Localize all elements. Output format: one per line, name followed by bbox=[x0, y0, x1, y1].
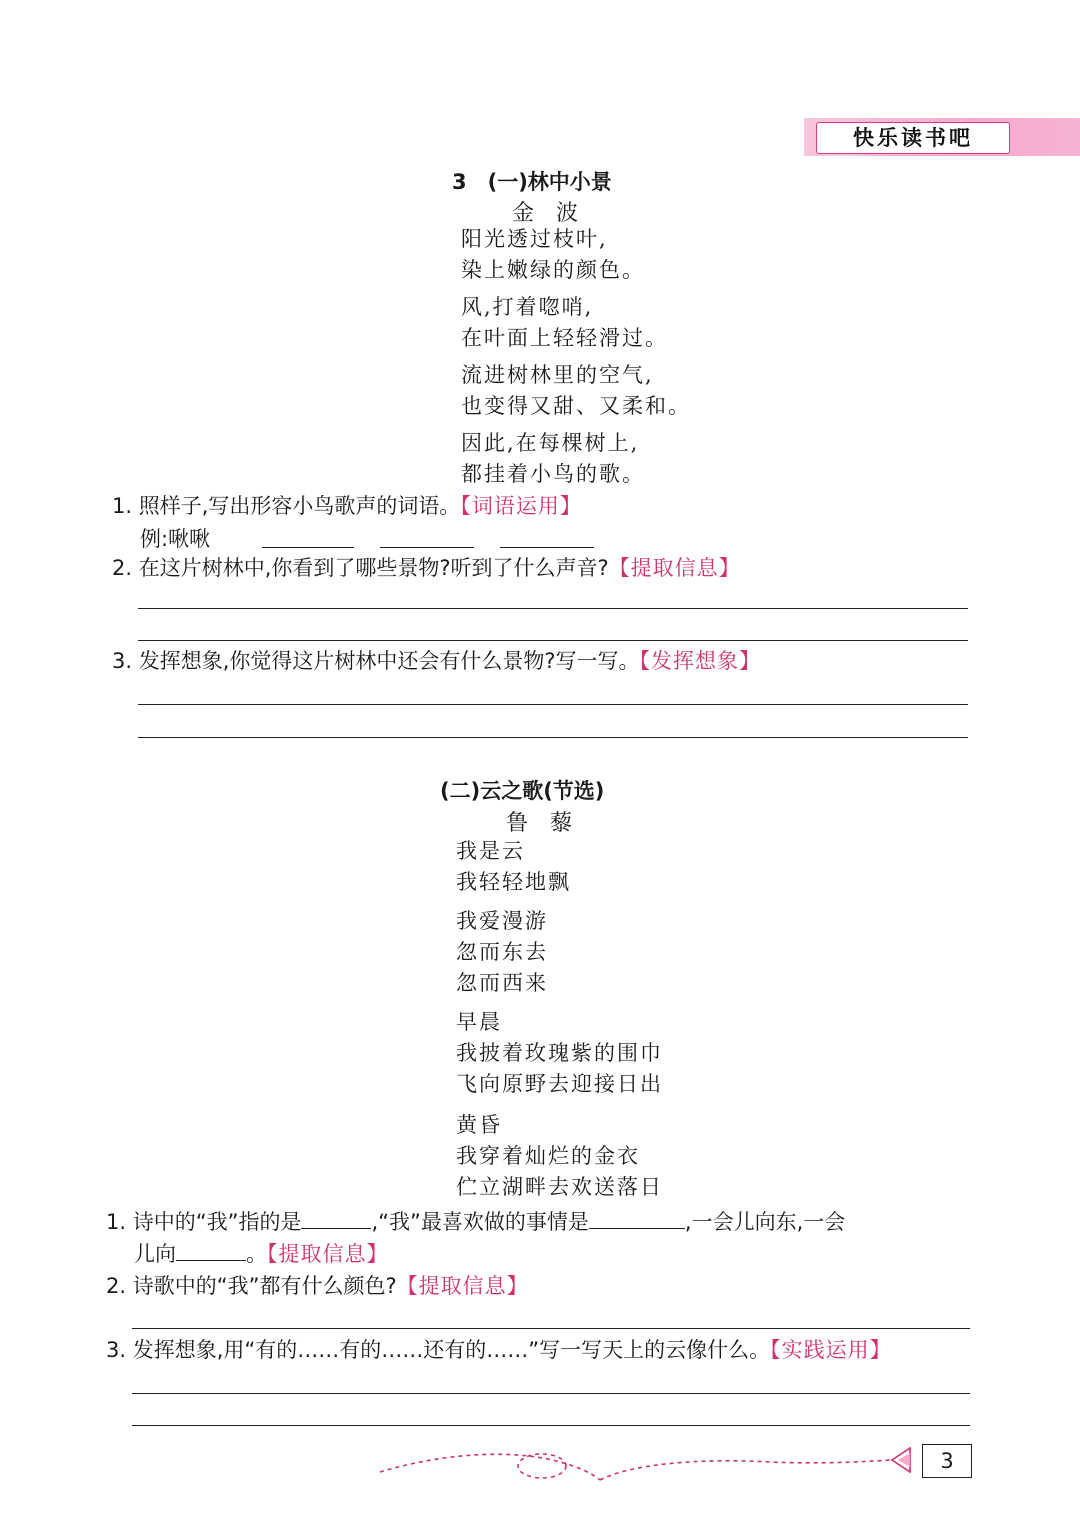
poem1-stanza-2 bbox=[461, 292, 668, 354]
poem2-stanza-1 bbox=[456, 836, 571, 898]
poem-line: 阳光透过枝叶, bbox=[461, 227, 608, 251]
poem-line: 我穿着灿烂的金衣 bbox=[456, 1144, 640, 1168]
answer-line[interactable] bbox=[132, 1425, 970, 1426]
question-tag: 【提取信息】 bbox=[267, 1242, 389, 1266]
answer-line[interactable] bbox=[138, 737, 968, 738]
poem-line: 黄昏 bbox=[456, 1113, 502, 1137]
poem-line: 早晨 bbox=[456, 1010, 502, 1034]
answer-blank-3[interactable] bbox=[500, 547, 594, 548]
poem1-author: 金 波 bbox=[512, 201, 579, 226]
poem2-stanza-4 bbox=[456, 1110, 663, 1203]
poem-line: 染上嫩绿的颜色。 bbox=[461, 258, 645, 282]
poem-line: 我轻轻地飘 bbox=[456, 870, 571, 894]
page-number: 3 bbox=[922, 1444, 972, 1478]
poem-line: 忽而东去 bbox=[456, 940, 548, 964]
poem-line: 忽而西来 bbox=[456, 971, 548, 995]
s1-question-1: 1. 照样子,写出形容小鸟歌声的词语。【词语运用】 bbox=[112, 494, 582, 518]
answer-blank-2[interactable] bbox=[380, 547, 474, 548]
question-tag: 【提取信息】 bbox=[396, 1274, 529, 1298]
answer-line[interactable] bbox=[138, 704, 968, 705]
poem1-title: 3 (一)林中小景 bbox=[452, 170, 612, 194]
s2-question-1-cont: 儿向 。【提取信息】 bbox=[134, 1242, 389, 1266]
s2-question-2: 2. 诗歌中的“我”都有什么颜色?【提取信息】 bbox=[106, 1274, 529, 1298]
poem1-stanza-3 bbox=[461, 360, 691, 422]
poem-line: 也变得又甜、又柔和。 bbox=[461, 394, 691, 418]
s2-question-1: 1. 诗中的“我”指的是 ,“我”最喜欢做的事情是 ,一会儿向东,一会 bbox=[106, 1210, 846, 1234]
answer-line[interactable] bbox=[138, 608, 968, 609]
answer-blank[interactable] bbox=[589, 1208, 685, 1229]
poem2-stanza-3 bbox=[456, 1007, 663, 1100]
s1-question-3: 3. 发挥想象,你觉得这片树林中还会有什么景物?写一写。【发挥想象】 bbox=[112, 649, 762, 673]
poem-line: 我是云 bbox=[456, 839, 525, 863]
s1-question-2: 2. 在这片树林中,你看到了哪些景物?听到了什么声音?【提取信息】 bbox=[112, 556, 741, 580]
question-tag: 【提取信息】 bbox=[608, 556, 741, 580]
poem1-stanza-1 bbox=[461, 224, 645, 286]
answer-line[interactable] bbox=[132, 1328, 970, 1329]
poem-line: 我披着玫瑰紫的围巾 bbox=[456, 1041, 663, 1065]
question-tag: 【发挥想象】 bbox=[639, 649, 762, 673]
answer-line[interactable] bbox=[132, 1393, 970, 1394]
footer-ornament bbox=[370, 1440, 930, 1490]
poem2-title: (二)云之歌(节选) bbox=[440, 779, 605, 803]
question-tag: 【词语运用】 bbox=[460, 494, 582, 518]
question-tag: 【实践运用】 bbox=[770, 1338, 892, 1362]
poem-line: 我爱漫游 bbox=[456, 909, 548, 933]
poem-line: 都挂着小鸟的歌。 bbox=[461, 462, 645, 486]
poem-line: 飞向原野去迎接日出 bbox=[456, 1072, 663, 1096]
poem-line: 风,打着唿哨, bbox=[461, 295, 594, 319]
poem-line: 因此,在每棵树上, bbox=[461, 431, 640, 455]
header-label: 快乐读书吧 bbox=[816, 122, 1010, 154]
poem-line: 伫立湖畔去欢送落日 bbox=[456, 1175, 663, 1199]
poem2-author: 鲁 藜 bbox=[506, 811, 573, 836]
poem2-stanza-2 bbox=[456, 906, 548, 999]
answer-blank[interactable] bbox=[176, 1240, 246, 1261]
answer-line[interactable] bbox=[138, 640, 968, 641]
answer-blank[interactable] bbox=[301, 1208, 371, 1229]
answer-blank-1[interactable] bbox=[262, 547, 354, 548]
poem-line: 流进树林里的空气, bbox=[461, 363, 654, 387]
s1-question-1-example: 例:啾啾 bbox=[140, 527, 211, 551]
poem1-stanza-4 bbox=[461, 428, 645, 490]
poem-line: 在叶面上轻轻滑过。 bbox=[461, 326, 668, 350]
s2-question-3: 3. 发挥想象,用“有的……有的……还有的……”写一写天上的云像什么。【实践运用】 bbox=[106, 1338, 892, 1362]
